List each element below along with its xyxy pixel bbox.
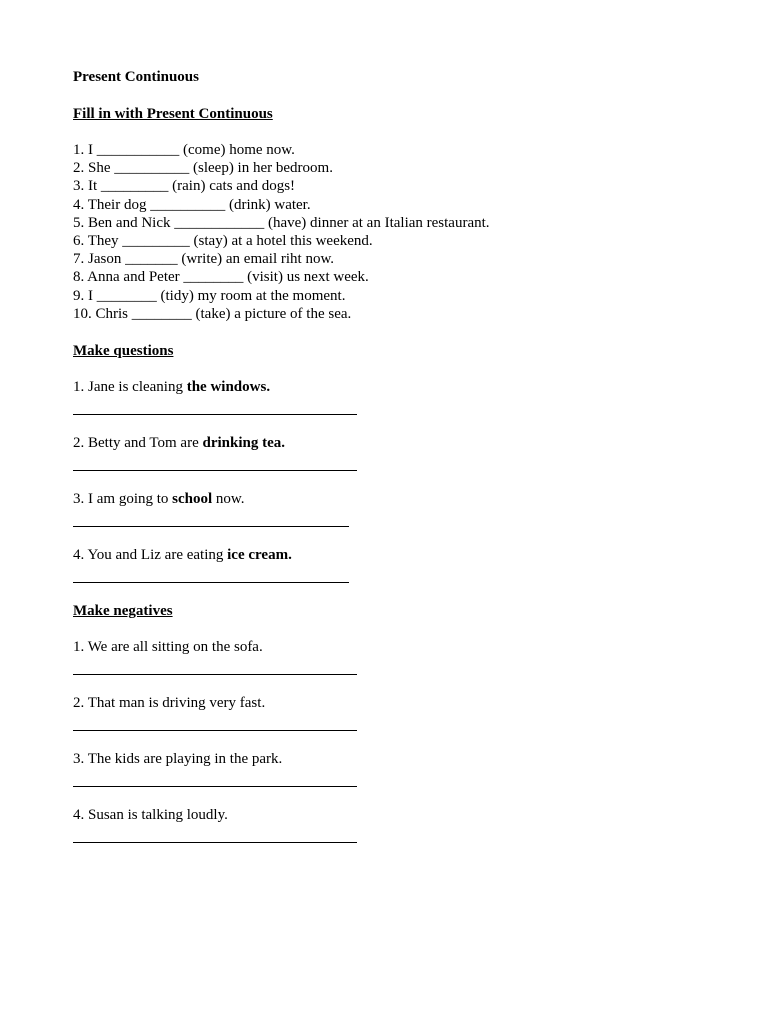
negatives-list	[73, 638, 723, 843]
fill-section-heading: Fill in with Present Continuous	[73, 106, 273, 122]
worksheet	[73, 68, 723, 843]
question-text: 2. Betty and Tom are	[73, 435, 203, 452]
fill-item-7: 7. Jason _______ (write) an email riht now.	[73, 251, 335, 268]
answer-line[interactable]	[73, 564, 349, 583]
question-text: 1. Jane is cleaning	[73, 379, 187, 396]
fill-item-4: 4. Their dog __________ (drink) water.	[73, 196, 311, 213]
fill-item-3: 3. It _________ (rain) cats and dogs!	[73, 178, 296, 195]
answer-line[interactable]	[73, 656, 357, 675]
question-emphasis: school	[172, 491, 213, 508]
question-item-1	[73, 378, 723, 415]
question-emphasis: the windows.	[186, 379, 271, 396]
question-text-end: now.	[212, 491, 245, 508]
fill-item-6: 6. They _________ (stay) at a hotel this weekend.	[73, 233, 373, 250]
fill-item-5: 5. Ben and Nick ____________ (have) dinner at an Italian restaurant.	[73, 214, 490, 231]
fill-list	[73, 141, 723, 323]
negative-text: 4. Susan is talking loudly.	[73, 807, 228, 824]
fill-item-8: 8. Anna and Peter ________ (visit) us next week.	[73, 269, 369, 286]
question-item-3	[73, 490, 723, 527]
answer-line[interactable]	[73, 396, 357, 415]
page-title: Present Continuous	[73, 69, 199, 85]
negative-item-2	[73, 694, 723, 731]
questions-list	[73, 378, 723, 583]
question-item-2	[73, 434, 723, 471]
fill-item-2: 2. She __________ (sleep) in her bedroom.	[73, 160, 333, 177]
negative-text: 3. The kids are playing in the park.	[73, 751, 283, 768]
answer-line[interactable]	[73, 452, 357, 471]
answer-line[interactable]	[73, 768, 357, 787]
negatives-section-heading: Make negatives	[73, 603, 173, 620]
fill-item-9: 9. I ________ (tidy) my room at the moment.	[73, 287, 346, 304]
question-text: 3. I am going to	[73, 491, 173, 508]
negative-text: 2. That man is driving very fast.	[73, 695, 266, 712]
negative-item-3	[73, 750, 723, 787]
question-text: 4. You and Liz are eating	[73, 547, 228, 564]
answer-line[interactable]	[73, 508, 349, 527]
fill-item-1: 1. I ___________ (come) home now.	[73, 142, 295, 158]
negative-item-1	[73, 638, 723, 675]
question-item-4	[73, 546, 723, 583]
negative-item-4	[73, 806, 723, 843]
negative-text: 1. We are all sitting on the sofa.	[73, 639, 263, 656]
answer-line[interactable]	[73, 824, 357, 843]
fill-item-10: 10. Chris ________ (take) a picture of the sea.	[73, 305, 352, 322]
questions-section-heading: Make questions	[73, 343, 174, 360]
question-emphasis: ice cream.	[227, 547, 292, 564]
question-emphasis: drinking tea.	[202, 435, 285, 452]
answer-line[interactable]	[73, 712, 357, 731]
